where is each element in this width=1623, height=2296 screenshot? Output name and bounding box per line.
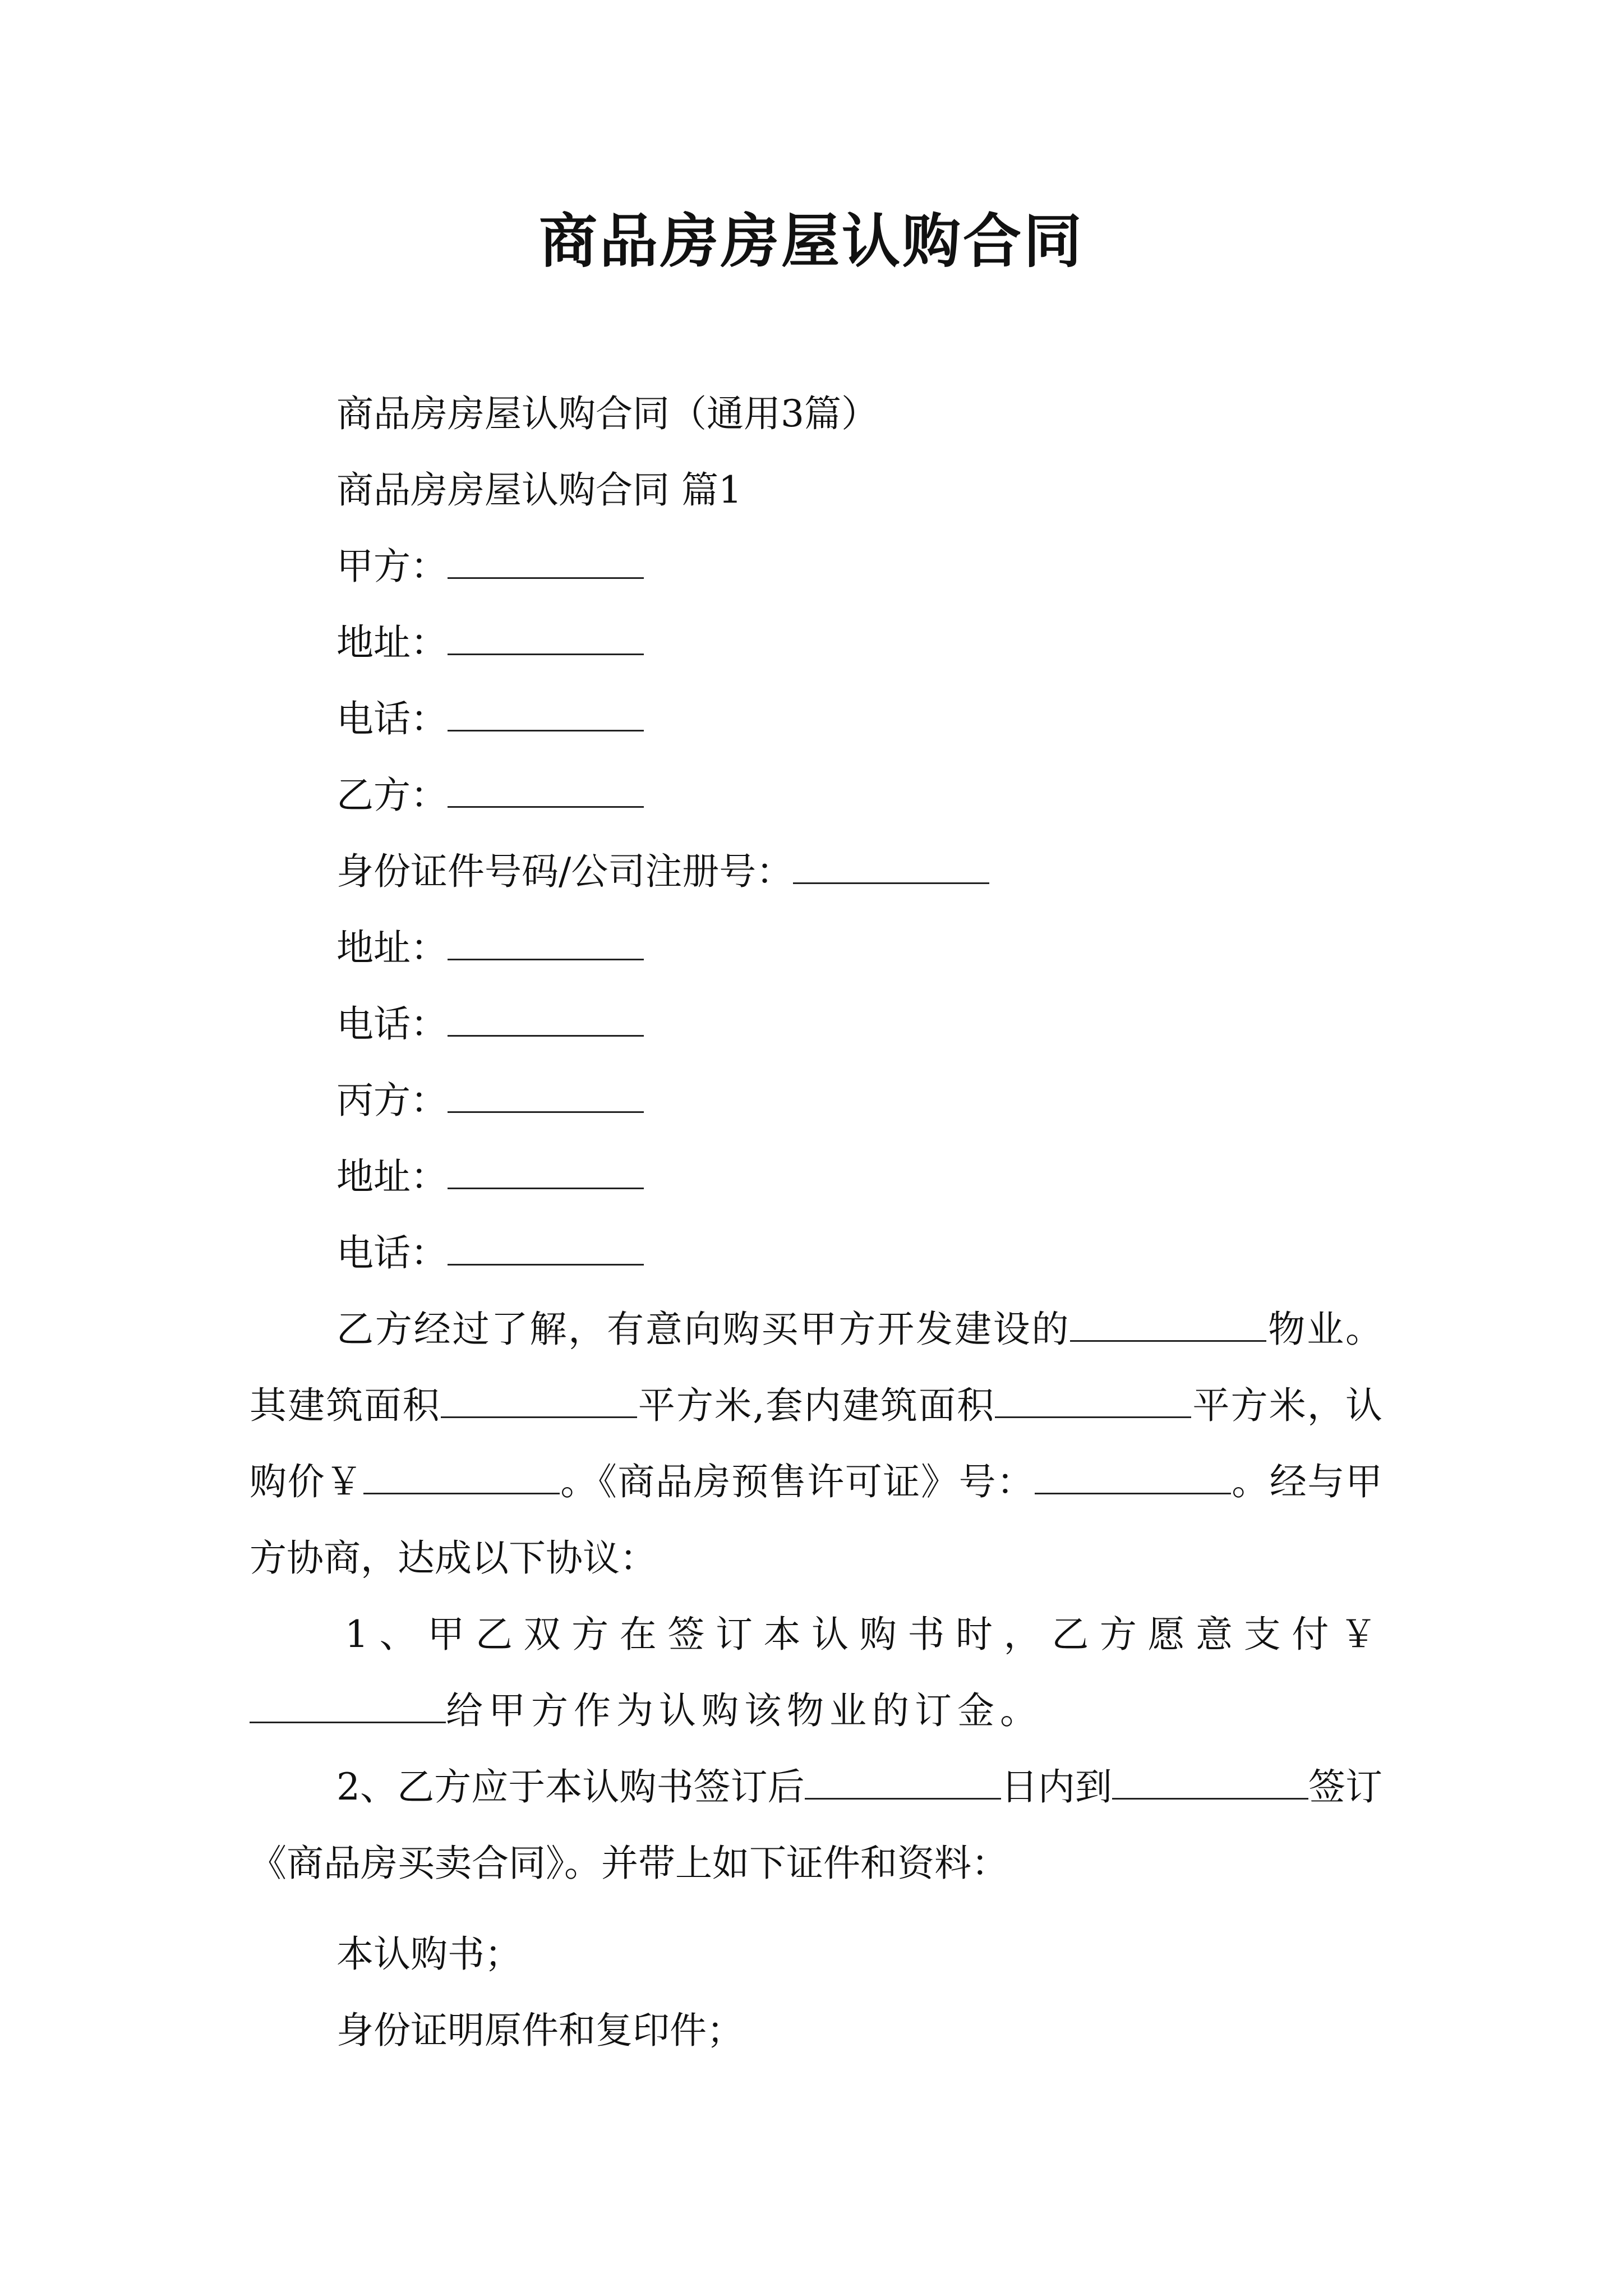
blank-line — [793, 882, 989, 884]
paragraph-intention — [250, 1291, 1382, 1596]
paragraph-text: 。《商品房预售许可证》号： — [559, 1460, 1035, 1503]
blank-line — [448, 729, 644, 731]
list-item: 本认购书； — [336, 1932, 522, 1976]
blank-line — [1070, 1340, 1266, 1342]
blank-line — [448, 653, 644, 655]
blank-line — [441, 1416, 637, 1418]
field-label: 丙方： — [336, 1079, 448, 1122]
blank-line — [250, 1721, 446, 1723]
blank-line — [1112, 1797, 1308, 1800]
blank-line — [448, 1034, 644, 1037]
field-label: 电话： — [336, 1002, 448, 1046]
paragraph-deposit — [250, 1596, 1382, 1749]
field-label: 乙方： — [336, 774, 448, 817]
paragraph-text: 给甲方作为认购该物业的订金。 — [446, 1689, 1043, 1732]
paragraph-text: 平方米，认购价￥ — [250, 1384, 1382, 1503]
party-c-field — [336, 1073, 644, 1129]
party-b-address-field — [336, 920, 644, 976]
blank-line — [448, 806, 644, 808]
field-label: 电话： — [336, 697, 448, 740]
paragraph-text: 签订《商品房买卖合同》。并带上如下证件和资料： — [250, 1765, 1383, 1885]
field-label: 地址： — [336, 1155, 448, 1198]
list-item: 身份证明原件和复印件； — [336, 2009, 744, 2052]
party-b-phone-field — [336, 996, 644, 1052]
blank-line — [363, 1492, 560, 1494]
blank-line — [448, 958, 644, 960]
blank-line — [448, 1111, 644, 1113]
paragraph-signing — [250, 1749, 1382, 1902]
field-label: 地址： — [336, 621, 448, 664]
party-a-address-field — [336, 615, 644, 671]
blank-line — [1035, 1492, 1231, 1494]
document-title: 商品房房屋认购合同 — [538, 206, 1084, 275]
paragraph-text: 。经与甲方协商，达成以下协议： — [250, 1460, 1383, 1580]
party-a-field — [336, 539, 644, 595]
field-label: 身份证件号码/公司注册号： — [336, 850, 794, 893]
blank-line — [448, 577, 644, 579]
paragraph-text: 1、甲乙双方在签订本认购书时，乙方愿意支付￥ — [345, 1613, 1382, 1656]
field-label: 甲方： — [336, 545, 448, 588]
blank-line — [805, 1797, 1001, 1800]
party-b-id-field — [336, 844, 989, 900]
section-heading: 商品房房屋认购合同 篇1 — [336, 468, 742, 512]
subtitle: 商品房房屋认购合同（通用3篇） — [336, 392, 878, 435]
blank-line — [448, 1263, 644, 1266]
paragraph-text: 物业。其建筑面积 — [250, 1308, 1383, 1427]
paragraph-text: 平方米,套内建筑面积 — [637, 1384, 995, 1427]
party-c-phone-field — [336, 1225, 644, 1281]
paragraph-text: 乙方经过了解，有意向购买甲方开发建设的 — [336, 1308, 1071, 1351]
field-label: 地址： — [336, 926, 448, 969]
party-b-field — [336, 767, 644, 823]
paragraph-text: 日内到 — [1000, 1765, 1112, 1809]
party-c-address-field — [336, 1149, 644, 1205]
paragraph-text: 2、乙方应于本认购书签订后 — [336, 1765, 805, 1809]
blank-line — [448, 1187, 644, 1189]
party-a-phone-field — [336, 691, 644, 747]
blank-line — [995, 1416, 1191, 1418]
field-label: 电话： — [336, 1231, 448, 1274]
